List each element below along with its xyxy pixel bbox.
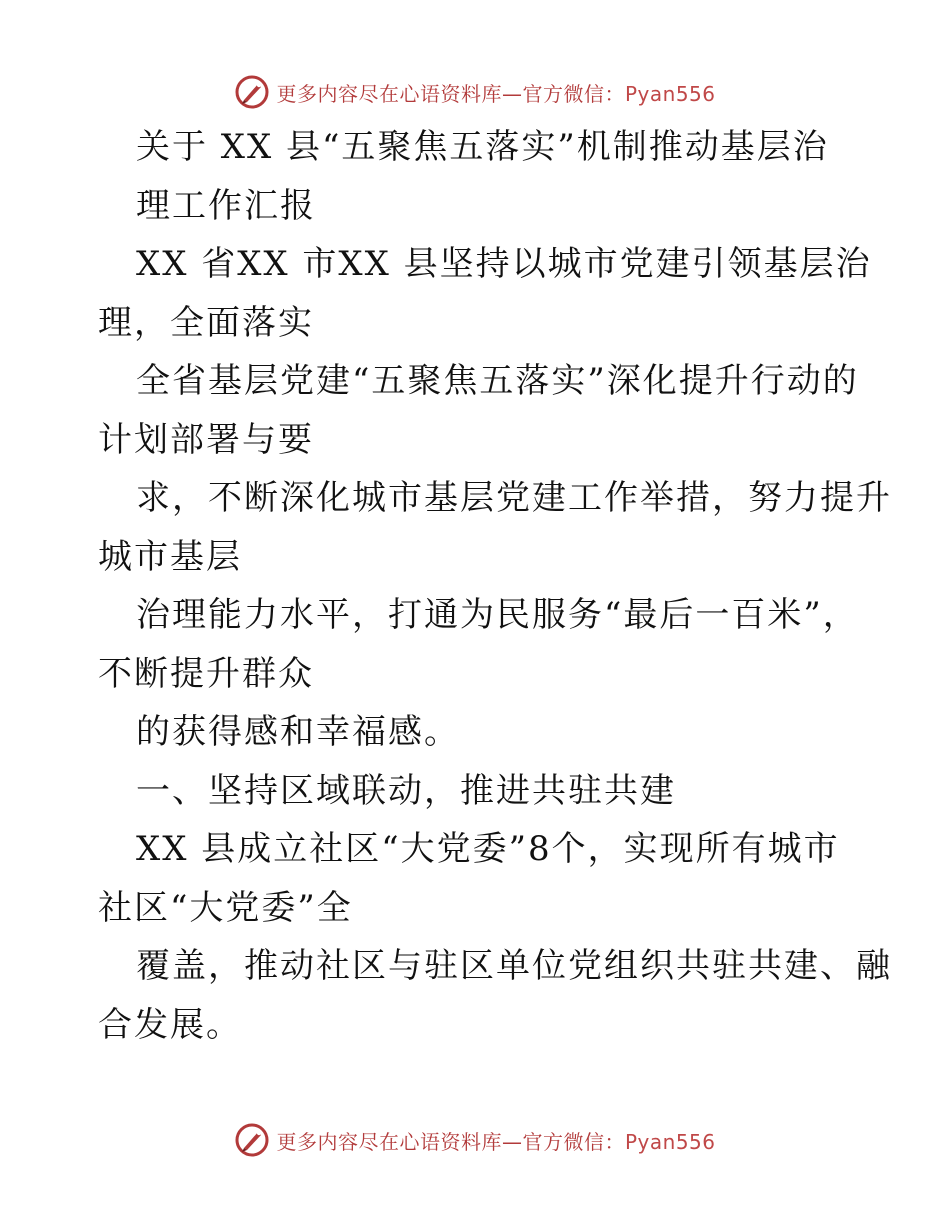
document-line: 理工作汇报 bbox=[136, 185, 316, 226]
document-line: 社区“大党委”全 bbox=[98, 887, 353, 928]
watermark-text: 更多内容尽在心语资料库—官方微信：Pyan556 bbox=[276, 1129, 716, 1154]
document-body bbox=[98, 118, 892, 1054]
document-line: 合发展。 bbox=[98, 1004, 242, 1045]
document-line: 治理能力水平，打通为民服务“最后一百米”， bbox=[136, 595, 859, 635]
document-line: XX 省XX 市XX 县坚持以城市党建引领基层治 bbox=[136, 244, 872, 284]
quill-pen-icon bbox=[234, 74, 270, 110]
footer-watermark bbox=[0, 1120, 950, 1160]
document-line: 覆盖，推动社区与驻区单位党组织共驻共建、融 bbox=[136, 946, 892, 986]
document-line: 关于 XX 县“五聚焦五落实”机制推动基层治 bbox=[136, 127, 829, 167]
document-line: 计划部署与要 bbox=[98, 419, 314, 460]
header-watermark bbox=[0, 72, 950, 112]
document-line: 一、坚持区域联动，推进共驻共建 bbox=[136, 770, 676, 811]
document-line: 城市基层 bbox=[98, 536, 242, 577]
watermark-text: 更多内容尽在心语资料库—官方微信：Pyan556 bbox=[276, 81, 716, 106]
document-line: 的获得感和幸福感。 bbox=[136, 712, 460, 752]
document-line: 理，全面落实 bbox=[98, 302, 314, 343]
document-line: 求，不断深化城市基层党建工作举措，努力提升 bbox=[136, 478, 892, 518]
quill-pen-icon bbox=[234, 1122, 270, 1158]
document-line: XX 县成立社区“大党委”8个，实现所有城市 bbox=[136, 829, 840, 869]
document-line: 不断提升群众 bbox=[98, 653, 314, 694]
document-line: 全省基层党建“五聚焦五落实”深化提升行动的 bbox=[136, 361, 859, 401]
